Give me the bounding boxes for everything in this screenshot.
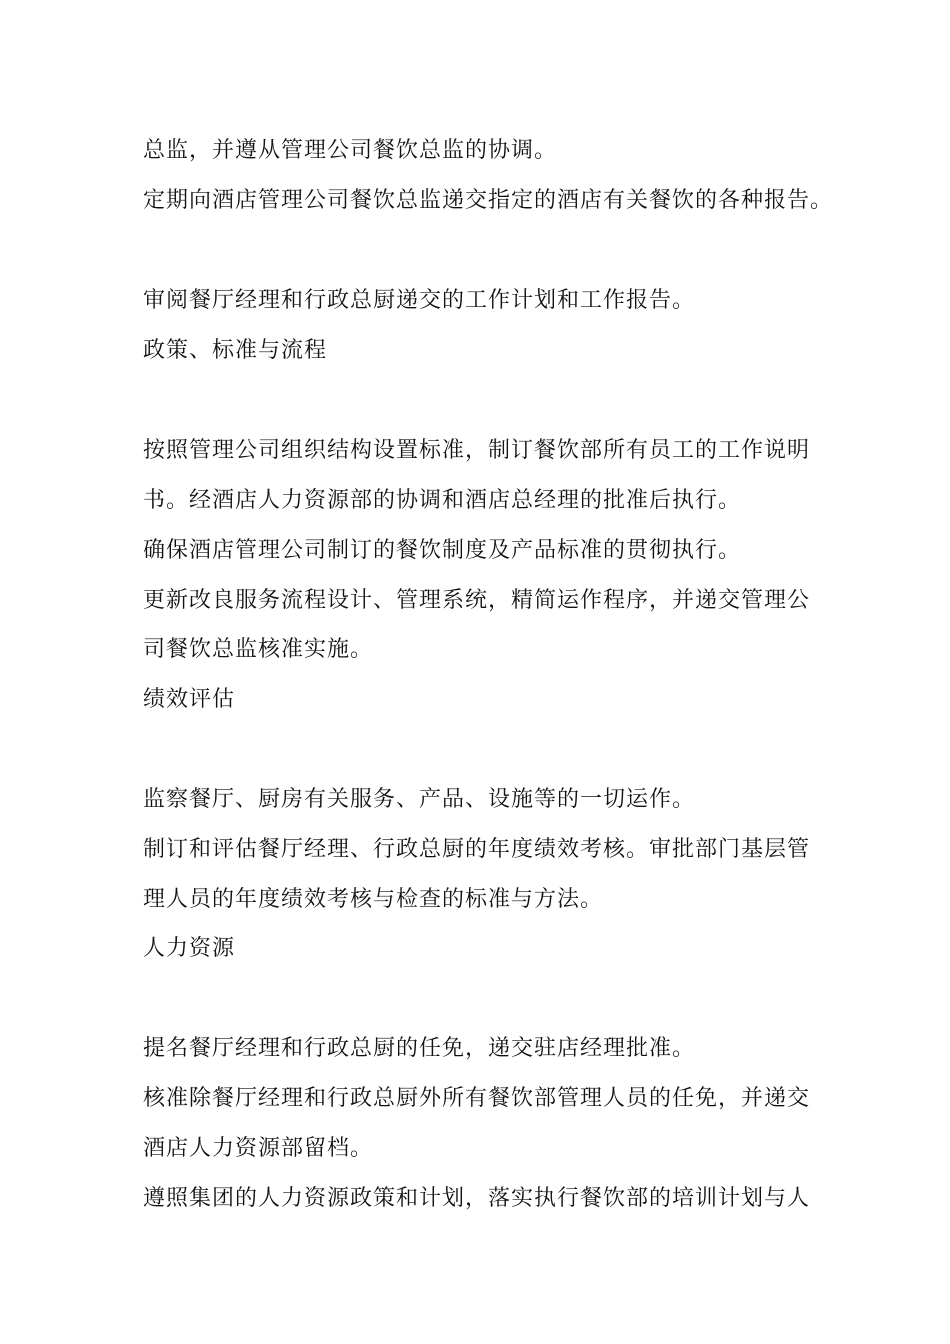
text-line: 审阅餐厅经理和行政总厨递交的工作计划和工作报告。 <box>143 288 696 313</box>
text-line: 监察餐厅、厨房有关服务、产品、设施等的一切运作。 <box>143 787 696 812</box>
text-line: 酒店人力资源部留档。 <box>143 1136 374 1161</box>
text-line: 遵照集团的人力资源政策和计划，落实执行餐饮部的培训计划与人 <box>143 1186 811 1211</box>
text-line: 制订和评估餐厅经理、行政总厨的年度绩效考核。审批部门基层管 <box>143 837 811 862</box>
text-line: 确保酒店管理公司制订的餐饮制度及产品标准的贯彻执行。 <box>143 538 742 563</box>
text-line: 更新改良服务流程设计、管理系统，精简运作程序，并递交管理公 <box>143 588 811 613</box>
text-line: 总监，并遵从管理公司餐饮总监的协调。 <box>143 138 558 163</box>
text-line: 定期向酒店管理公司餐饮总监递交指定的酒店有关餐饮的各种报告。 <box>143 188 834 213</box>
section-heading-performance: 绩效评估 <box>143 687 236 712</box>
text-line: 理人员的年度绩效考核与检查的标准与方法。 <box>143 887 604 912</box>
text-line: 按照管理公司组织结构设置标准，制订餐饮部所有员工的工作说明 <box>143 438 811 463</box>
text-line: 司餐饮总监核准实施。 <box>143 637 374 662</box>
text-line: 核准除餐厅经理和行政总厨外所有餐饮部管理人员的任免，并递交 <box>143 1086 811 1111</box>
section-heading-policy: 政策、标准与流程 <box>143 338 328 363</box>
text-line: 提名餐厅经理和行政总厨的任免，递交驻店经理批准。 <box>143 1036 696 1061</box>
text-line: 书。经酒店人力资源部的协调和酒店总经理的批准后执行。 <box>143 488 742 513</box>
section-heading-hr: 人力资源 <box>143 936 236 961</box>
